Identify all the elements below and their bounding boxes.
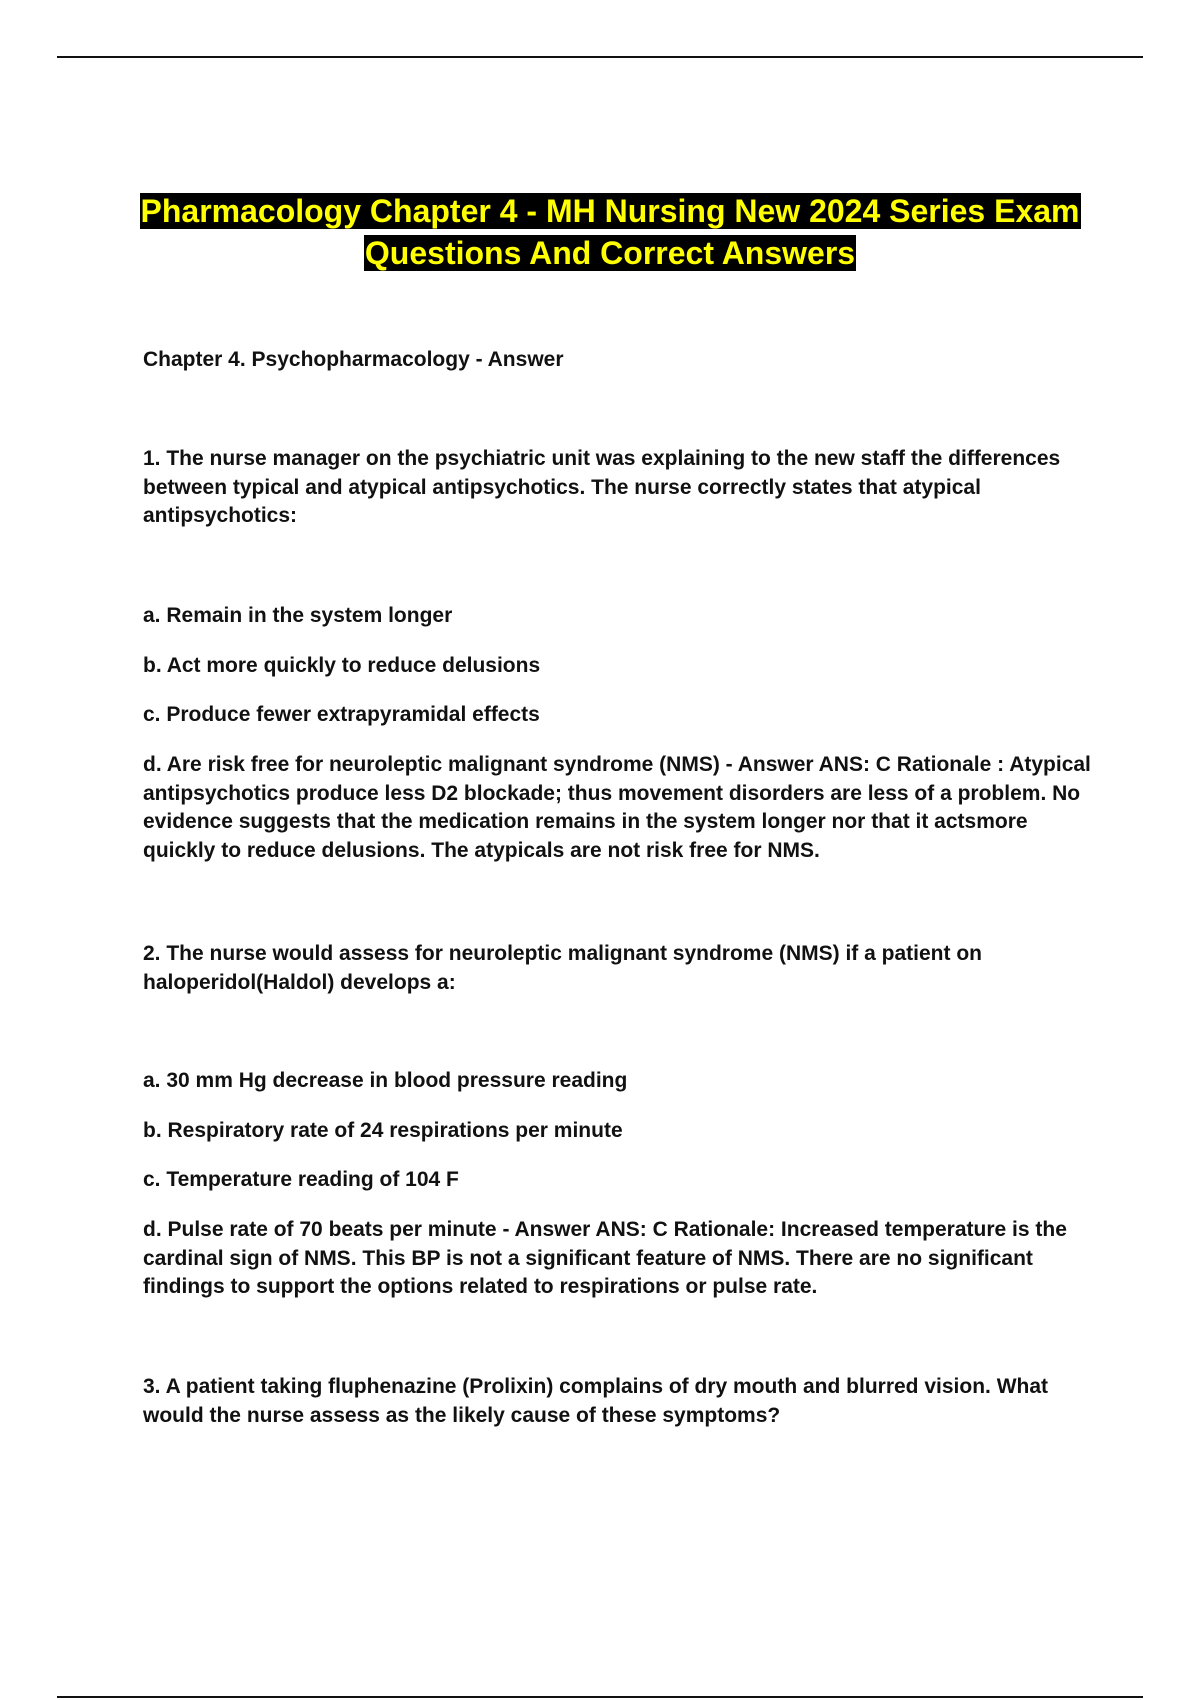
question-1-option-c: c. Produce fewer extrapyramidal effects	[143, 703, 540, 726]
document-title	[130, 190, 1090, 274]
question-2-option-a: a. 30 mm Hg decrease in blood pressure reading	[143, 1069, 628, 1092]
question-1-stem: 1. The nurse manager on the psychiatric unit was explaining to the new staff the differences between typical and atypical antipsychotics. The nurse correctly states that atypical antipsychotics:	[143, 447, 1061, 527]
top-rule	[57, 56, 1143, 58]
question-1-option-d-answer: d. Are risk free for neuroleptic malignant syndrome (NMS) - Answer ANS: C Rationale : Atypical antipsychotics produce less D2 blockade; thus movement disorders are less of a problem. No evidence suggests that the medication remains in the system longer nor that it actsmore quickly to reduce delusions. The atypicals are not risk free for NMS.	[143, 753, 1091, 862]
question-2-option-c: c. Temperature reading of 104 F	[143, 1168, 459, 1191]
bottom-rule	[57, 1696, 1143, 1698]
title-line-1: Pharmacology Chapter 4 - MH Nursing New 2024 Series Exam	[140, 193, 1080, 229]
question-2-stem: 2. The nurse would assess for neuroleptic malignant syndrome (NMS) if a patient on haloperidol(Haldol) develops a:	[143, 942, 982, 994]
question-1-option-b: b. Act more quickly to reduce delusions	[143, 654, 541, 677]
question-2-option-b: b. Respiratory rate of 24 respirations per minute	[143, 1119, 623, 1142]
title-line-2: Questions And Correct Answers	[364, 235, 856, 271]
chapter-heading: Chapter 4. Psychopharmacology - Answer	[143, 348, 564, 371]
question-2-option-d-answer: d. Pulse rate of 70 beats per minute - Answer ANS: C Rationale: Increased temperature is the cardinal sign of NMS. This BP is not a significant feature of NMS. There are no significant findings to support the options related to respirations or pulse rate.	[143, 1218, 1067, 1298]
question-3-stem: 3. A patient taking fluphenazine (Prolixin) complains of dry mouth and blurred vision. What would the nurse assess as the likely cause of these symptoms?	[143, 1375, 1049, 1427]
question-1-option-a: a. Remain in the system longer	[143, 604, 453, 627]
